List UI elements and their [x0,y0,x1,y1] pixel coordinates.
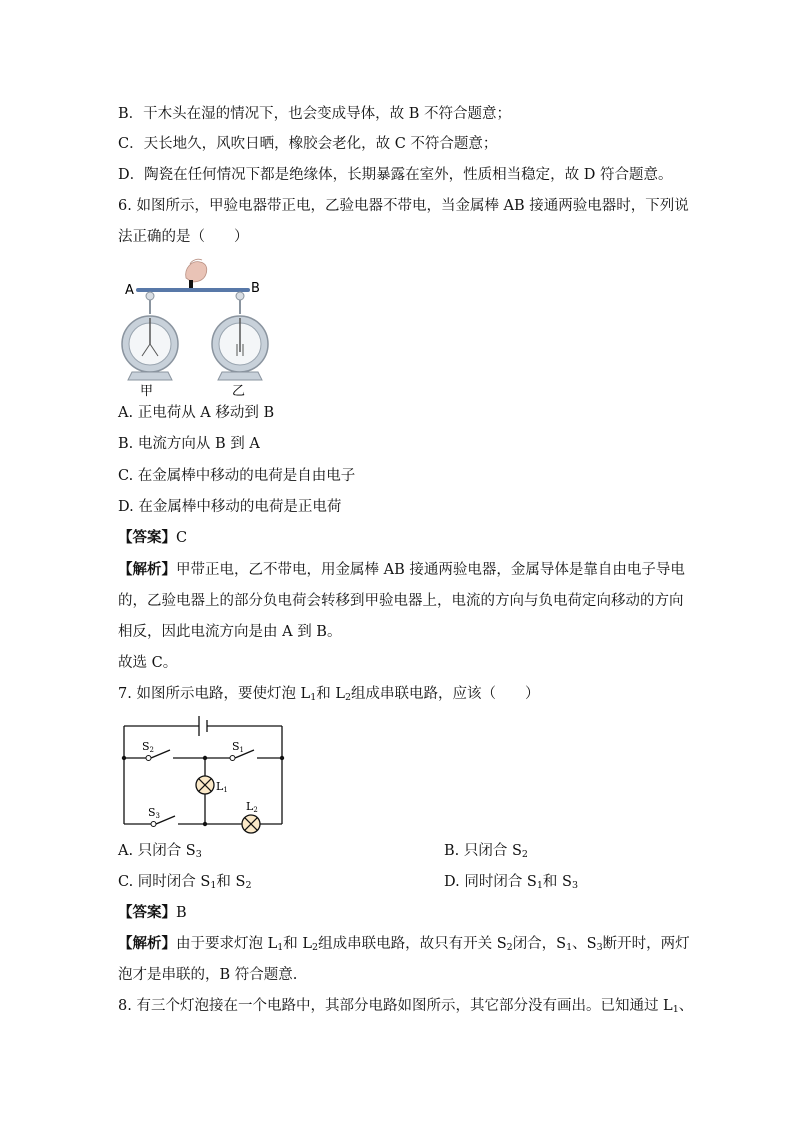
label-a: A [125,283,134,298]
q5-option-d: D．陶瓷在任何情况下都是绝缘体，长期暴露在室外，性质相当稳定，故 D 符合题意。 [118,167,673,183]
label-jia: 甲 [140,384,154,399]
q7-stem-mid: 和 L [316,686,345,702]
q6-analysis-label: 【解析】 [118,561,176,578]
q6-analysis-text1: 甲带正电，乙不带电，用金属棒 AB 接通两验电器，金属导体是靠自由电子导电 [176,562,685,578]
q5-option-b: B．干木头在湿的情况下，也会变成导体，故 B 不符合题意； [118,106,512,122]
q7-answer [118,903,187,923]
label-l2: L2 [246,800,258,814]
q8-stem [118,996,693,1016]
q6-stem-line1: 6. 如图所示，甲验电器带正电，乙验电器不带电，当金属棒 AB 接通两验电器时，下列说 [118,198,689,214]
q6-stem-line2: 法正确的是（ ） [118,229,249,245]
q7-option-c [118,872,251,892]
q7-option-c-mid: 和 S [216,874,246,890]
q6-answer-value: C [176,530,188,546]
q6-analysis-line3: 相反，因此电流方向是由 A 到 B。 [118,624,342,640]
q7-analysis-sub-c: 2 [506,942,513,953]
q7-option-c-sub1: 1 [210,880,217,891]
q7-analysis-sub-b: 2 [312,942,319,953]
electroscope-right [212,292,268,380]
q8-stem-sub: 1 [672,1004,679,1015]
q7-option-b-text: B. 只闭合 S [444,843,522,859]
q7-stem [118,684,540,704]
q7-option-c-text: C. 同时闭合 S [118,874,211,890]
q5-option-c: C．天长地久，风吹日晒，橡胶会老化，故 C 不符合题意； [118,136,498,152]
label-s3: S3 [148,806,161,820]
electroscope-figure [118,256,278,399]
q7-option-d-mid: 和 S [542,874,572,890]
q7-stem-post: 组成串联电路，应该（ ） [351,686,540,702]
q7-analysis-line2: 泡才是串联的，B 符合题意. [118,967,298,983]
q6-option-b: B. 电流方向从 B 到 A [118,436,260,452]
q7-answer-label: 【答案】 [118,904,176,921]
q8-stem-pre: 8. 有三个灯泡接在一个电路中，其部分电路如图所示，其它部分没有画出。已知通过 L [118,998,673,1014]
lamp-l1 [196,776,214,794]
q7-analysis-mid2: 组成串联电路，故只有开关 S [318,936,507,952]
q7-option-a-text: A. 只闭合 S [118,843,196,859]
label-l1: L1 [216,780,228,794]
q7-option-d-sub2: 3 [571,880,579,891]
label-s2: S2 [142,740,155,754]
lamp-l2 [242,815,260,833]
q7-option-a [118,841,202,861]
q7-stem-sub2: 2 [344,692,352,703]
q8-stem-post: 、 [678,998,694,1014]
q6-answer-label: 【答案】 [118,529,176,546]
q6-analysis-line1 [118,560,685,580]
q7-stem-pre: 7. 如图所示电路，要使灯泡 L [118,686,311,702]
q6-answer [118,528,187,548]
label-s1: S1 [232,740,245,754]
electroscope-left [122,292,178,380]
label-yi: 乙 [232,384,246,399]
q7-option-c-sub2: 2 [245,880,252,891]
q7-analysis-mid1: 和 L [283,936,313,952]
q7-analysis-mid3: 闭合，S [512,936,567,952]
q6-conclusion: 故选 C。 [118,655,178,671]
q7-analysis-mid4: 、S [572,936,597,952]
q6-analysis-line2: 的，乙验电器上的部分负电荷会转移到甲验电器上，电流的方向与负电荷定向移动的方向 [118,593,684,609]
q7-analysis-sub-a: 1 [277,942,284,953]
q7-option-d-sub1: 1 [536,880,543,891]
label-b: B [251,281,260,296]
q7-answer-value: B [176,905,187,921]
q7-analysis-pre: 由于要求灯泡 L [176,936,278,952]
q6-option-d: D. 在金属棒中移动的电荷是正电荷 [118,499,342,515]
q7-option-b [444,841,528,861]
circuit-figure [118,712,288,832]
q7-analysis-label: 【解析】 [118,935,176,952]
q7-analysis-post: 断开时，两灯 [602,936,690,952]
q6-option-a: A. 正电荷从 A 移动到 B [118,405,275,421]
hand-icon [186,259,207,282]
q7-option-d-text: D. 同时闭合 S [444,874,537,890]
q6-option-c: C. 在金属棒中移动的电荷是自由电子 [118,468,356,484]
q7-analysis-line1 [118,934,690,954]
q7-option-a-sub: 3 [195,849,202,860]
q7-option-b-sub: 2 [521,849,528,860]
q7-option-d [444,872,578,892]
q7-analysis-sub-e: 3 [596,942,603,953]
q7-analysis-sub-d: 1 [566,942,573,953]
q7-stem-sub1: 1 [310,692,317,703]
